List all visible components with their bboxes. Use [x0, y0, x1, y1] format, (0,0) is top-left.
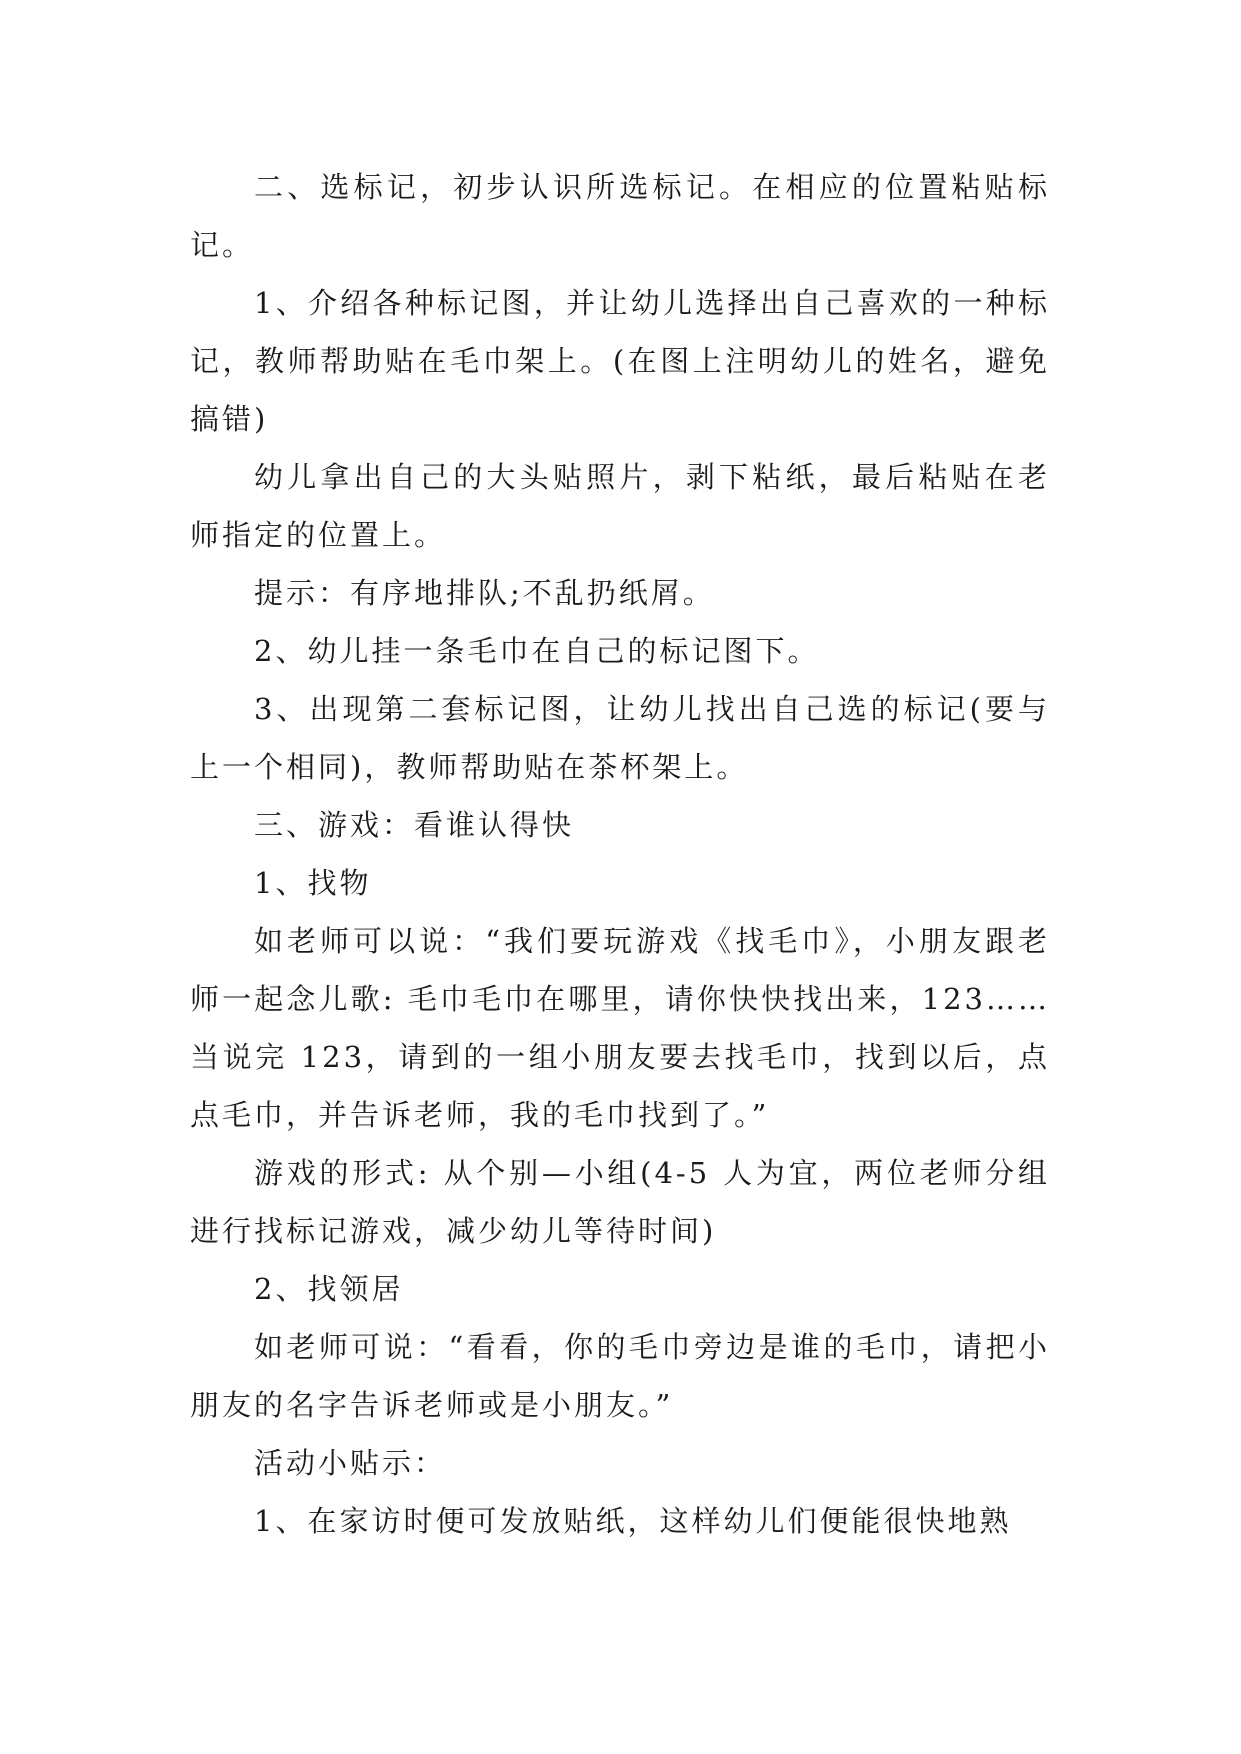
paragraph-game-2-title: 2、找领居 — [254, 1272, 404, 1306]
paragraph-photo-sticker: 幼儿拿出自己的大头贴照片，剥下粘纸，最后粘贴在老师指定的位置上。 — [190, 460, 1050, 552]
paragraph-game-2-script: 如老师可说：“看看，你的毛巾旁边是谁的毛巾，请把小朋友的名字告诉老师或是小朋友。” — [190, 1330, 1050, 1422]
paragraph-game-format: 游戏的形式: 从个别—小组(4-5 人为宜，两位老师分组进行找标记游戏，减少幼儿等待时间) — [190, 1156, 1050, 1248]
paragraph-step-3-second-set: 3、出现第二套标记图，让幼儿找出自己选的标记(要与上一个相同)，教师帮助贴在茶杯架上。 — [190, 692, 1050, 784]
paragraph-section-two-heading: 二、选标记，初步认识所选标记。在相应的位置粘贴标记。 — [190, 170, 1050, 262]
document-body — [190, 158, 1050, 1550]
paragraph-game-1-title: 1、找物 — [254, 866, 372, 900]
paragraph-activity-tip-1: 1、在家访时便可发放贴纸，这样幼儿们便能很快地熟 — [254, 1504, 1012, 1538]
paragraph-step-2-towel: 2、幼儿挂一条毛巾在自己的标记图下。 — [254, 634, 820, 668]
paragraph-section-three-heading: 三、游戏：看谁认得快 — [254, 808, 575, 842]
paragraph-tip: 提示：有序地排队;不乱扔纸屑。 — [254, 576, 715, 610]
paragraph-game-1-script: 如老师可以说：“我们要玩游戏《找毛巾》，小朋友跟老师一起念儿歌: 毛巾毛巾在哪里，请你快快找出来，123……当说完 123，请到的一组小朋友要去找毛巾，找到以后，点点毛巾，并告诉老师，我的毛巾找到了。” — [190, 924, 1050, 1132]
paragraph-activity-tips-heading: 活动小贴示： — [254, 1446, 447, 1480]
paragraph-step-1-intro-marks: 1、介绍各种标记图，并让幼儿选择出自己喜欢的一种标记，教师帮助贴在毛巾架上。(在图上注明幼儿的姓名，避免搞错) — [190, 286, 1050, 436]
